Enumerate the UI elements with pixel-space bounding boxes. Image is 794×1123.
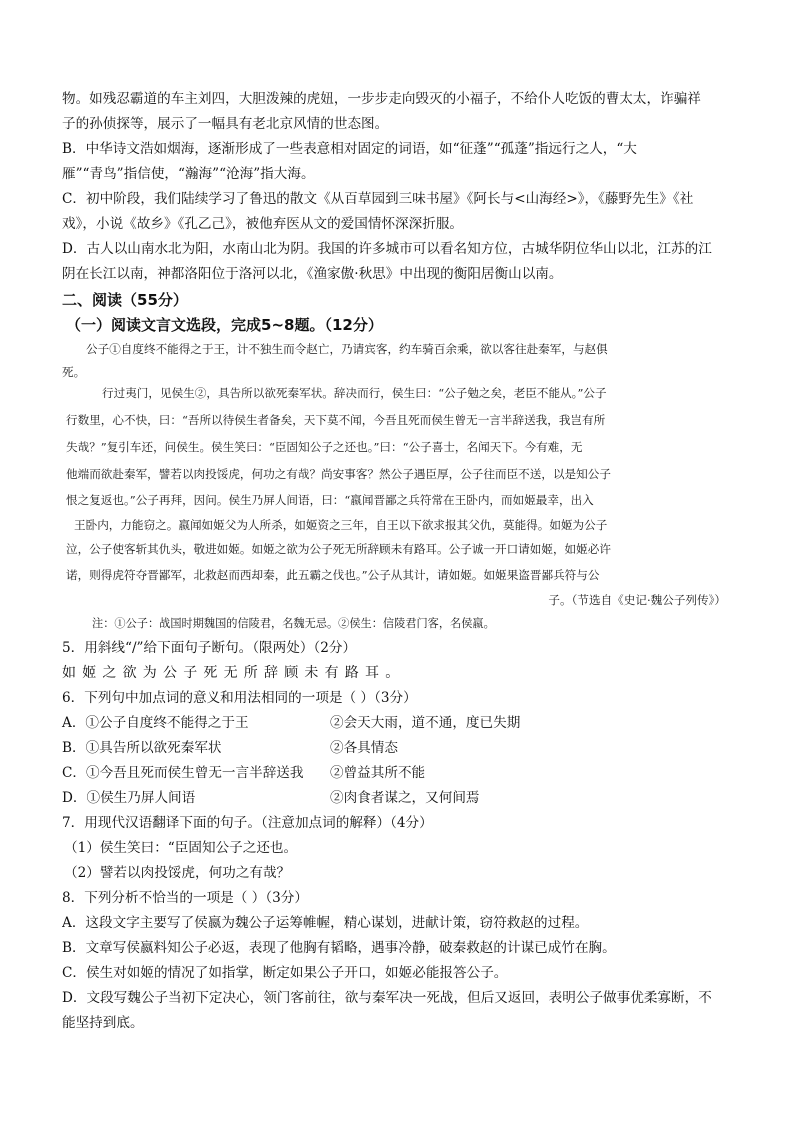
passage-line: 王卧内，力能窃之。嬴闻如姬父为人所杀，如姬资之三年，自王以下欲求报其父仇，莫能得。如姬为公子 <box>74 518 608 532</box>
q6-option-c-first: C．①今吾且死而侯生曾无一言半辞送我 <box>62 765 304 781</box>
question-6-stem: 6．下列句中加点词的意义和用法相同的一项是（ ）（3分） <box>62 690 417 706</box>
question-8-stem: 8．下列分析不恰当的一项是（ ）（3分） <box>62 890 308 906</box>
option-c-line: C．初中阶段，我们陆续学习了鲁迅的散文《从百草园到三味书屋》《阿长与<山海经>》，《藤野先生》《社 <box>62 191 694 207</box>
passage-line: 公子①自度终不能得之于王，计不独生而令赵亡，乃请宾客，约车骑百余乘，欲以客往赴秦军，与赵俱 <box>86 342 608 356</box>
q8-option-a: A．这段文字主要写了侯嬴为魏公子运筹帷幄，精心谋划，进献计策，窃符救赵的过程。 <box>62 915 589 931</box>
passage-line: 诺，则得虎符夺晋鄙军，北救赵而西却秦，此五霸之伐也。”公子从其计，请如姬。如姬果盗晋鄙兵符与公 <box>66 568 600 582</box>
q8-option-b: B．文章写侯嬴料知公子必返，表现了他胸有韬略，遇事冷静，破秦救赵的计谋已成竹在胸。 <box>62 940 616 956</box>
q6-option-d-second: ②肉食者谋之，又何间焉 <box>330 790 480 806</box>
q8-option-d-cont: 能坚持到底。 <box>62 1015 144 1031</box>
subsection-heading: （一）阅读文言文选段，完成5~8题。（12分） <box>66 316 383 334</box>
passage-line: 他端而欲赴秦军，譬若以肉投馁虎，何功之有哉？尚安事客？然公子遇臣厚，公子往而臣不送，以是知公子 <box>66 467 611 481</box>
q6-option-b-second: ②各具情态 <box>330 740 398 756</box>
q6-option-a-second: ②会天大雨，道不通，度已失期 <box>330 715 521 731</box>
option-b-line: B．中华诗文浩如烟海，逐渐形成了一些表意相对固定的词语，如“征蓬”“孤蓬”指远行之人，“大 <box>62 141 637 157</box>
text-line: 子的孙侦探等，展示了一幅具有老北京风情的世态图。 <box>62 116 389 132</box>
q6-option-a-first: A．①公子自度终不能得之于王 <box>62 715 249 731</box>
question-5-stem: 5．用斜线“/”给下面句子断句。（限两处）（2分） <box>62 640 357 656</box>
section-heading: 二、阅读（55分） <box>62 291 188 309</box>
passage-line: 泣，公子使客斩其仇头，敬进如姬。如姬之欲为公子死无所辞顾未有路耳。公子诚一开口请如姬，如姬必许 <box>66 542 611 556</box>
passage-line: 死。 <box>62 365 86 379</box>
question-7-sentence-2: （2）譬若以肉投馁虎，何功之有哉？ <box>64 865 291 881</box>
option-d-line: D．古人以山南水北为阳，水南山北为阴。我国的许多城市可以看名知方位，古城华阴位华山以北，江苏的江 <box>62 241 712 257</box>
question-7-stem: 7．用现代汉语翻译下面的句子。（注意加点词的解释）（4分） <box>62 815 433 831</box>
passage-note: 注：①公子：战国时期魏国的信陵君，名魏无忌。②侯生：信陵君门客，名侯嬴。 <box>92 617 495 630</box>
text-line: 物。如残忍霸道的车主刘四，大胆泼辣的虎妞，一步步走向毁灭的小福子，不给仆人吃饭的曹太太，诈骗祥 <box>62 91 701 107</box>
passage-line: 行数里，心不快，曰：“吾所以待侯生者备矣，天下莫不闻，今吾且死而侯生曾无一言半辞送我，我岂有所 <box>66 413 606 427</box>
q8-option-d: D．文段写魏公子当初下定决心，领门客前往，欲与秦军决一死战，但后又返回，表明公子做事优柔寡断，不 <box>62 990 712 1006</box>
passage-line: 失哉？”复引车还，问侯生。侯生笑曰：“臣固知公子之还也。”曰：“公子喜士，名闻天下。今有难，无 <box>66 440 583 454</box>
text-line: 戏》，小说《故乡》《孔乙己》，被他弃医从文的爱国情怀深深折服。 <box>62 216 464 232</box>
text-line: 阴在长江以南，神都洛阳位于洛河以北，《渔家傲·秋思》中出现的衡阳居衡山以南。 <box>62 266 563 282</box>
passage-line: 行过夷门，见侯生②，具告所以欲死秦军状。辞决而行，侯生曰：“公子勉之矣，老臣不能从。”公子 <box>102 386 607 400</box>
passage-line: 恨之复返也。”公子再拜，因问。侯生乃屏人间语，曰：“嬴闻晋鄙之兵符常在王卧内，而如姬最幸，出入 <box>66 493 594 507</box>
q6-option-c-second: ②曾益其所不能 <box>330 765 426 781</box>
text-line: 雁”“青鸟”指信使，“瀚海”“沧海”指大海。 <box>62 166 315 182</box>
q6-option-b-first: B．①具告所以欲死秦军状 <box>62 740 222 756</box>
q8-option-c: C．侯生对如姬的情况了如指掌，断定如果公子开口，如姬必能报答公子。 <box>62 965 508 981</box>
q6-option-d-first: D．①侯生乃屏人间语 <box>62 790 196 806</box>
passage-source: 子。（节选自《史记·魏公子列传》） <box>548 593 726 607</box>
question-5-sentence: 如姬之欲为公子死无所辞顾未有路耳。 <box>62 665 406 681</box>
question-7-sentence-1: （1）侯生笑曰：“臣固知公子之还也。 <box>64 840 298 856</box>
